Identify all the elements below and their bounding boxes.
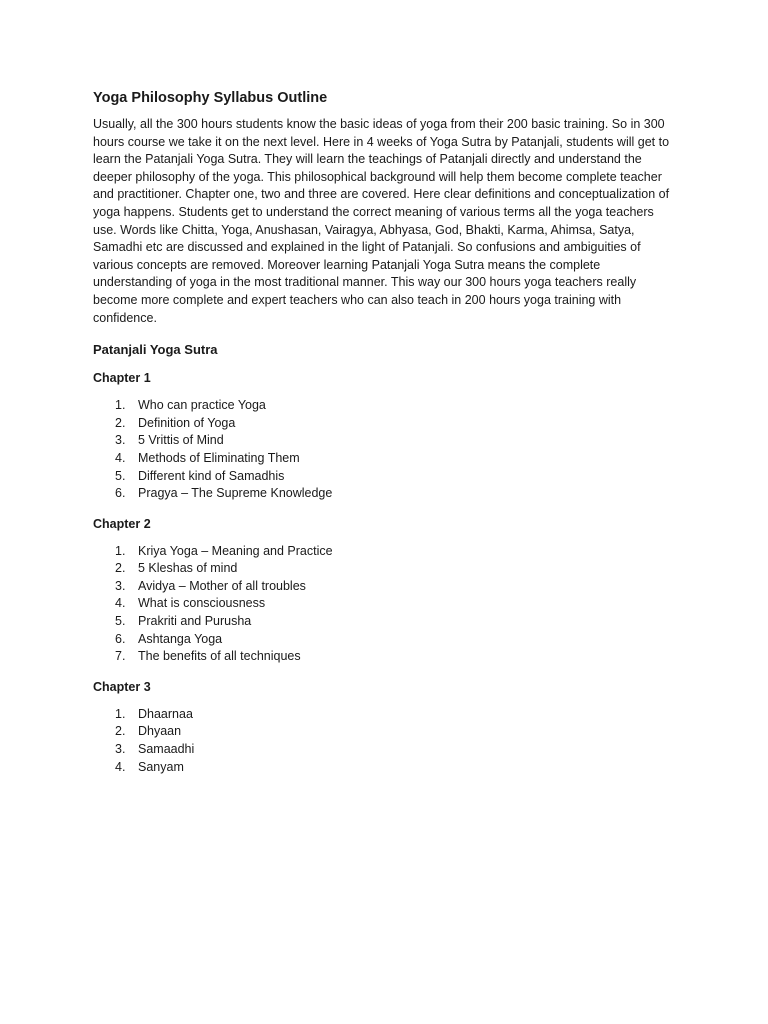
item-number: 2.	[115, 415, 126, 430]
item-text: What is consciousness	[138, 596, 266, 611]
item-text: Ashtanga Yoga	[138, 631, 223, 646]
list-item	[93, 759, 675, 777]
chapter-3	[93, 678, 675, 776]
chapter-item-list	[93, 397, 675, 503]
chapter-item-list	[93, 706, 675, 776]
list-item	[93, 613, 675, 631]
item-text: Dhaarnaa	[138, 706, 193, 721]
list-item	[93, 706, 675, 724]
list-item	[93, 432, 675, 450]
item-number: 4.	[115, 450, 126, 465]
item-text: Who can practice Yoga	[138, 398, 266, 413]
list-item	[93, 450, 675, 468]
item-text: Sanyam	[138, 759, 184, 774]
item-number: 2.	[115, 561, 126, 576]
item-number: 1.	[115, 398, 126, 413]
list-item	[93, 415, 675, 433]
chapter-title: Chapter 1	[93, 371, 151, 386]
item-text: Different kind of Samadhis	[138, 468, 285, 483]
list-item	[93, 560, 675, 578]
list-item	[93, 468, 675, 486]
list-item	[93, 485, 675, 503]
item-text: Samaadhi	[138, 742, 195, 757]
list-item	[93, 631, 675, 649]
item-number: 3.	[115, 578, 126, 593]
item-number: 2.	[115, 724, 126, 739]
list-item	[93, 648, 675, 666]
item-number: 4.	[115, 596, 126, 611]
list-item	[93, 543, 675, 561]
item-number: 3.	[115, 433, 126, 448]
chapter-2	[93, 515, 675, 666]
item-number: 4.	[115, 759, 126, 774]
chapter-1	[93, 369, 675, 503]
item-text: Definition of Yoga	[138, 415, 236, 430]
item-number: 5.	[115, 614, 126, 629]
item-number: 1.	[115, 706, 126, 721]
document-page	[93, 88, 675, 788]
item-text: Dhyaan	[138, 724, 182, 739]
item-number: 6.	[115, 486, 126, 501]
chapter-title: Chapter 3	[93, 679, 151, 694]
item-number: 6.	[115, 631, 126, 646]
list-item	[93, 741, 675, 759]
item-text: Pragya – The Supreme Knowledge	[138, 486, 333, 501]
list-item	[93, 723, 675, 741]
section-title: Patanjali Yoga Sutra	[93, 342, 218, 358]
item-text: Kriya Yoga – Meaning and Practice	[138, 543, 333, 558]
item-number: 3.	[115, 742, 126, 757]
item-text: 5 Vrittis of Mind	[138, 433, 224, 448]
item-number: 7.	[115, 649, 126, 664]
chapter-item-list	[93, 543, 675, 666]
list-item	[93, 595, 675, 613]
intro-paragraph: Usually, all the 300 hours students know the basic ideas of yoga from their 200 basic training. So in 300 hours course we take it on the next level. Here in 4 weeks of Yoga Sutra by Patanjali, students will get to learn the Patanjali Yoga Sutra. They will learn the teachings of Patanjali directly and understand the deeper philosophy of the yoga. This philosophical background will help them become complete teacher and practitioner. Chapter one, two and three are covered. Here clear definitions and conceptualization of yoga happens. Students get to understand the correct meaning of various terms all the yoga teachers use. Words like Chitta, Yoga, Anushasan, Vairagya, Abhyasa, God, Bhakti, Karma, Ahimsa, Satya, Samadhi etc are discussed and explained in the light of Patanjali. So confusions and ambiguities of various concepts are removed. Moreover learning Patanjali Yoga Sutra means the complete understanding of yoga in the most traditional manner. This way our 300 hours yoga teachers really become more complete and expert teachers who can also teach in 200 hours yoga training with confidence.	[93, 117, 670, 325]
item-text: Methods of Eliminating Them	[138, 450, 300, 465]
item-text: Avidya – Mother of all troubles	[138, 578, 306, 593]
list-item	[93, 578, 675, 596]
item-number: 1.	[115, 543, 126, 558]
chapter-title: Chapter 2	[93, 516, 151, 531]
item-text: 5 Kleshas of mind	[138, 561, 238, 576]
item-text: Prakriti and Purusha	[138, 614, 252, 629]
document-title: Yoga Philosophy Syllabus Outline	[93, 90, 328, 106]
item-number: 5.	[115, 468, 126, 483]
item-text: The benefits of all techniques	[138, 649, 301, 664]
list-item	[93, 397, 675, 415]
